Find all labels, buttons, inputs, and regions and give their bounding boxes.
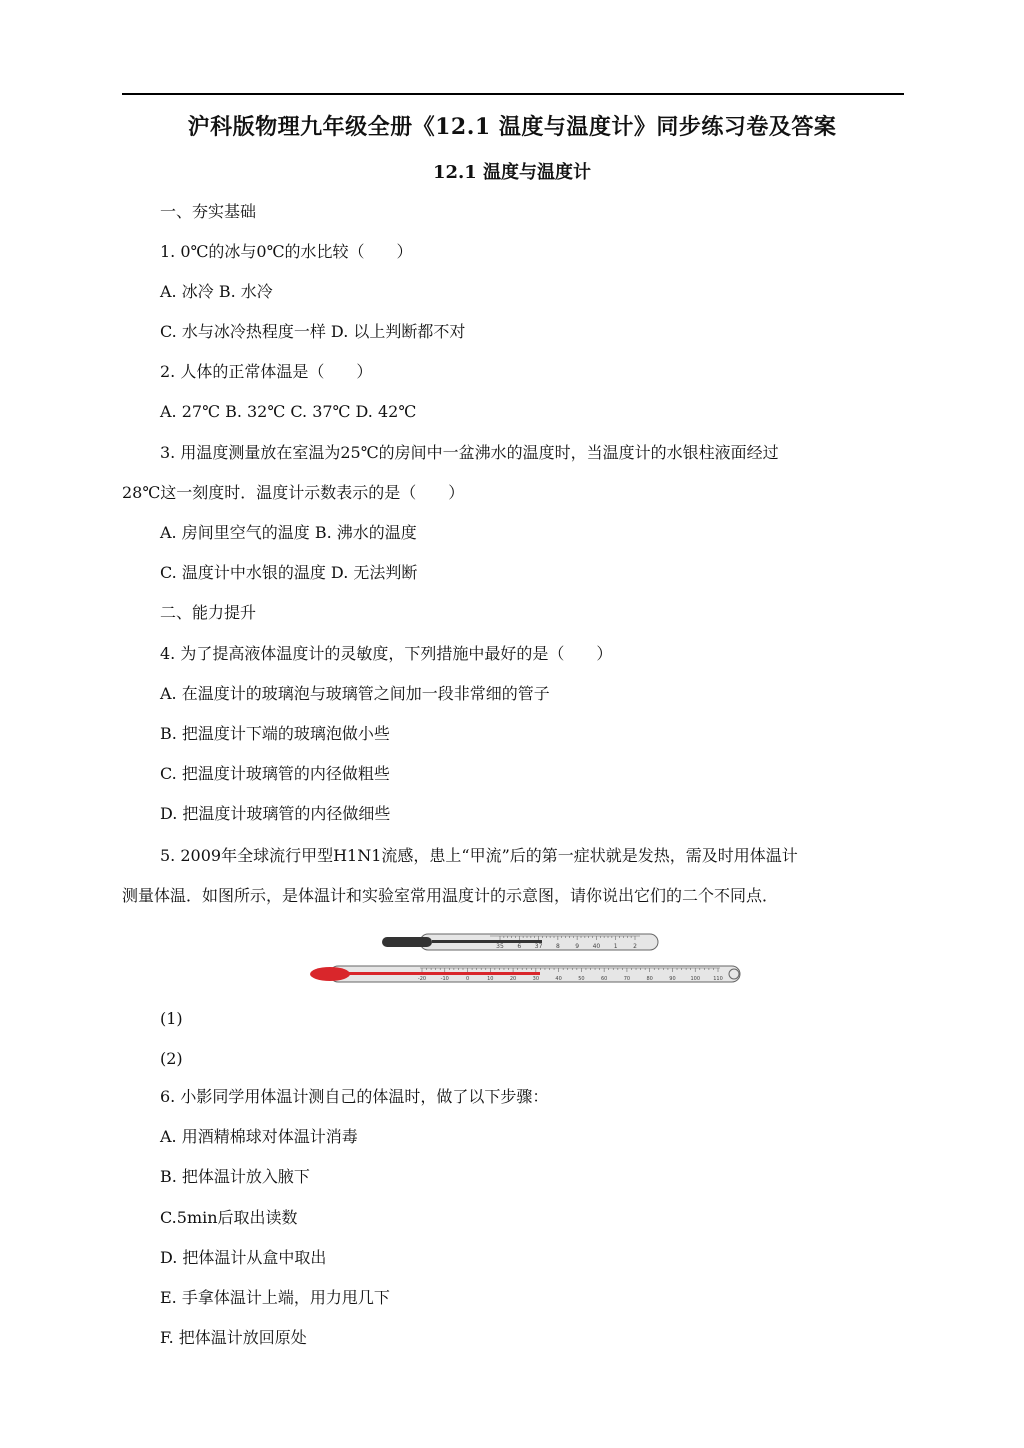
question-6-step-a: A. 用酒精棉球对体温计消毒 [160,1127,358,1146]
scale-label: 37 [534,943,543,950]
scale-label: 6 [517,943,522,950]
question-3-continued: 28℃这一刻度时．温度计示数表示的是（ ） [122,483,465,502]
question-2: 2. 人体的正常体温是（ ） [160,362,373,381]
question-4-option-a: A. 在温度计的玻璃泡与玻璃管之间加一段非常细的管子 [160,684,550,703]
question-6: 6. 小影同学用体温计测自己的体温时，做了以下步骤： [160,1087,549,1106]
question-5: 5. 2009年全球流行甲型H1N1流感，患上“甲流”后的第一症状就是发热，需及时用体温计 [160,846,798,865]
scale-label: 90 [669,976,676,982]
scale-label: 20 [509,976,517,982]
scale-label: 35 [496,943,504,950]
section-title: 12.1 温度与温度计 [432,162,592,183]
question-1-options-ab: A. 冰冷 B. 水冷 [160,282,273,301]
scale-label: 0 [465,976,470,982]
question-4-option-d: D. 把温度计玻璃管的内径做细些 [160,804,391,823]
scale-label: 8 [555,943,560,950]
scale-label: 110 [713,976,723,982]
question-4: 4. 为了提高液体温度计的灵敏度，下列措施中最好的是（ ） [160,644,613,663]
part-heading: 一、夯实基础 [160,202,257,221]
question-6-step-c: C.5min后取出读数 [160,1208,298,1227]
scale-label: 9 [575,943,580,950]
question-2-options: A. 27℃ B. 32℃ C. 37℃ D. 42℃ [160,402,417,421]
question-6-step-b: B. 把体温计放入腋下 [160,1167,310,1186]
question-4-option-b: B. 把温度计下端的玻璃泡做小些 [160,724,390,743]
answer-blank-2: (2) [160,1049,183,1068]
scale-label: 40 [592,943,601,950]
part-heading: 二、能力提升 [160,603,257,622]
scale-label: 1 [613,943,618,950]
question-4-option-c: C. 把温度计玻璃管的内径做粗些 [160,764,390,783]
question-1-options-cd: C. 水与冰冷热程度一样 D. 以上判断都不对 [160,322,466,341]
question-3-options-cd: C. 温度计中水银的温度 D. 无法判断 [160,563,418,582]
document-title: 沪科版物理九年级全册《12.1 温度与温度计》同步练习卷及答案 [187,114,837,140]
lab-thermometer [310,966,740,982]
clinical-thermometer [382,934,658,950]
answer-blank-1: (1) [160,1009,183,1028]
scale-label: 70 [623,976,631,982]
question-1: 1. 0℃的冰与0℃的水比较（ ） [160,242,413,261]
scale-label: 30 [532,976,540,982]
question-3-options-ab: A. 房间里空气的温度 B. 沸水的温度 [160,523,417,542]
scale-label: 2 [633,943,637,950]
scale-label: 80 [646,976,653,982]
question-5-continued: 测量体温．如图所示，是体温计和实验室常用温度计的示意图，请你说出它们的二个不同点． [122,886,779,905]
scale-label: -10 [440,976,449,982]
scale-label: -20 [417,976,427,982]
question-3: 3. 用温度测量放在室温为25℃的房间中一盆沸水的温度时，当温度计的水银柱液面经过 [160,443,779,462]
scale-label: 50 [578,976,585,982]
scale-label: 60 [600,976,608,982]
scale-label: 40 [555,976,562,982]
question-6-step-f: F. 把体温计放回原处 [160,1328,307,1347]
header-rule [122,93,904,95]
thermometer-figure [300,926,750,992]
question-6-step-e: E. 手拿体温计上端，用力甩几下 [160,1288,390,1307]
question-6-step-d: D. 把体温计从盒中取出 [160,1248,327,1267]
scale-label: 100 [690,976,701,982]
scale-label: 10 [487,976,494,982]
